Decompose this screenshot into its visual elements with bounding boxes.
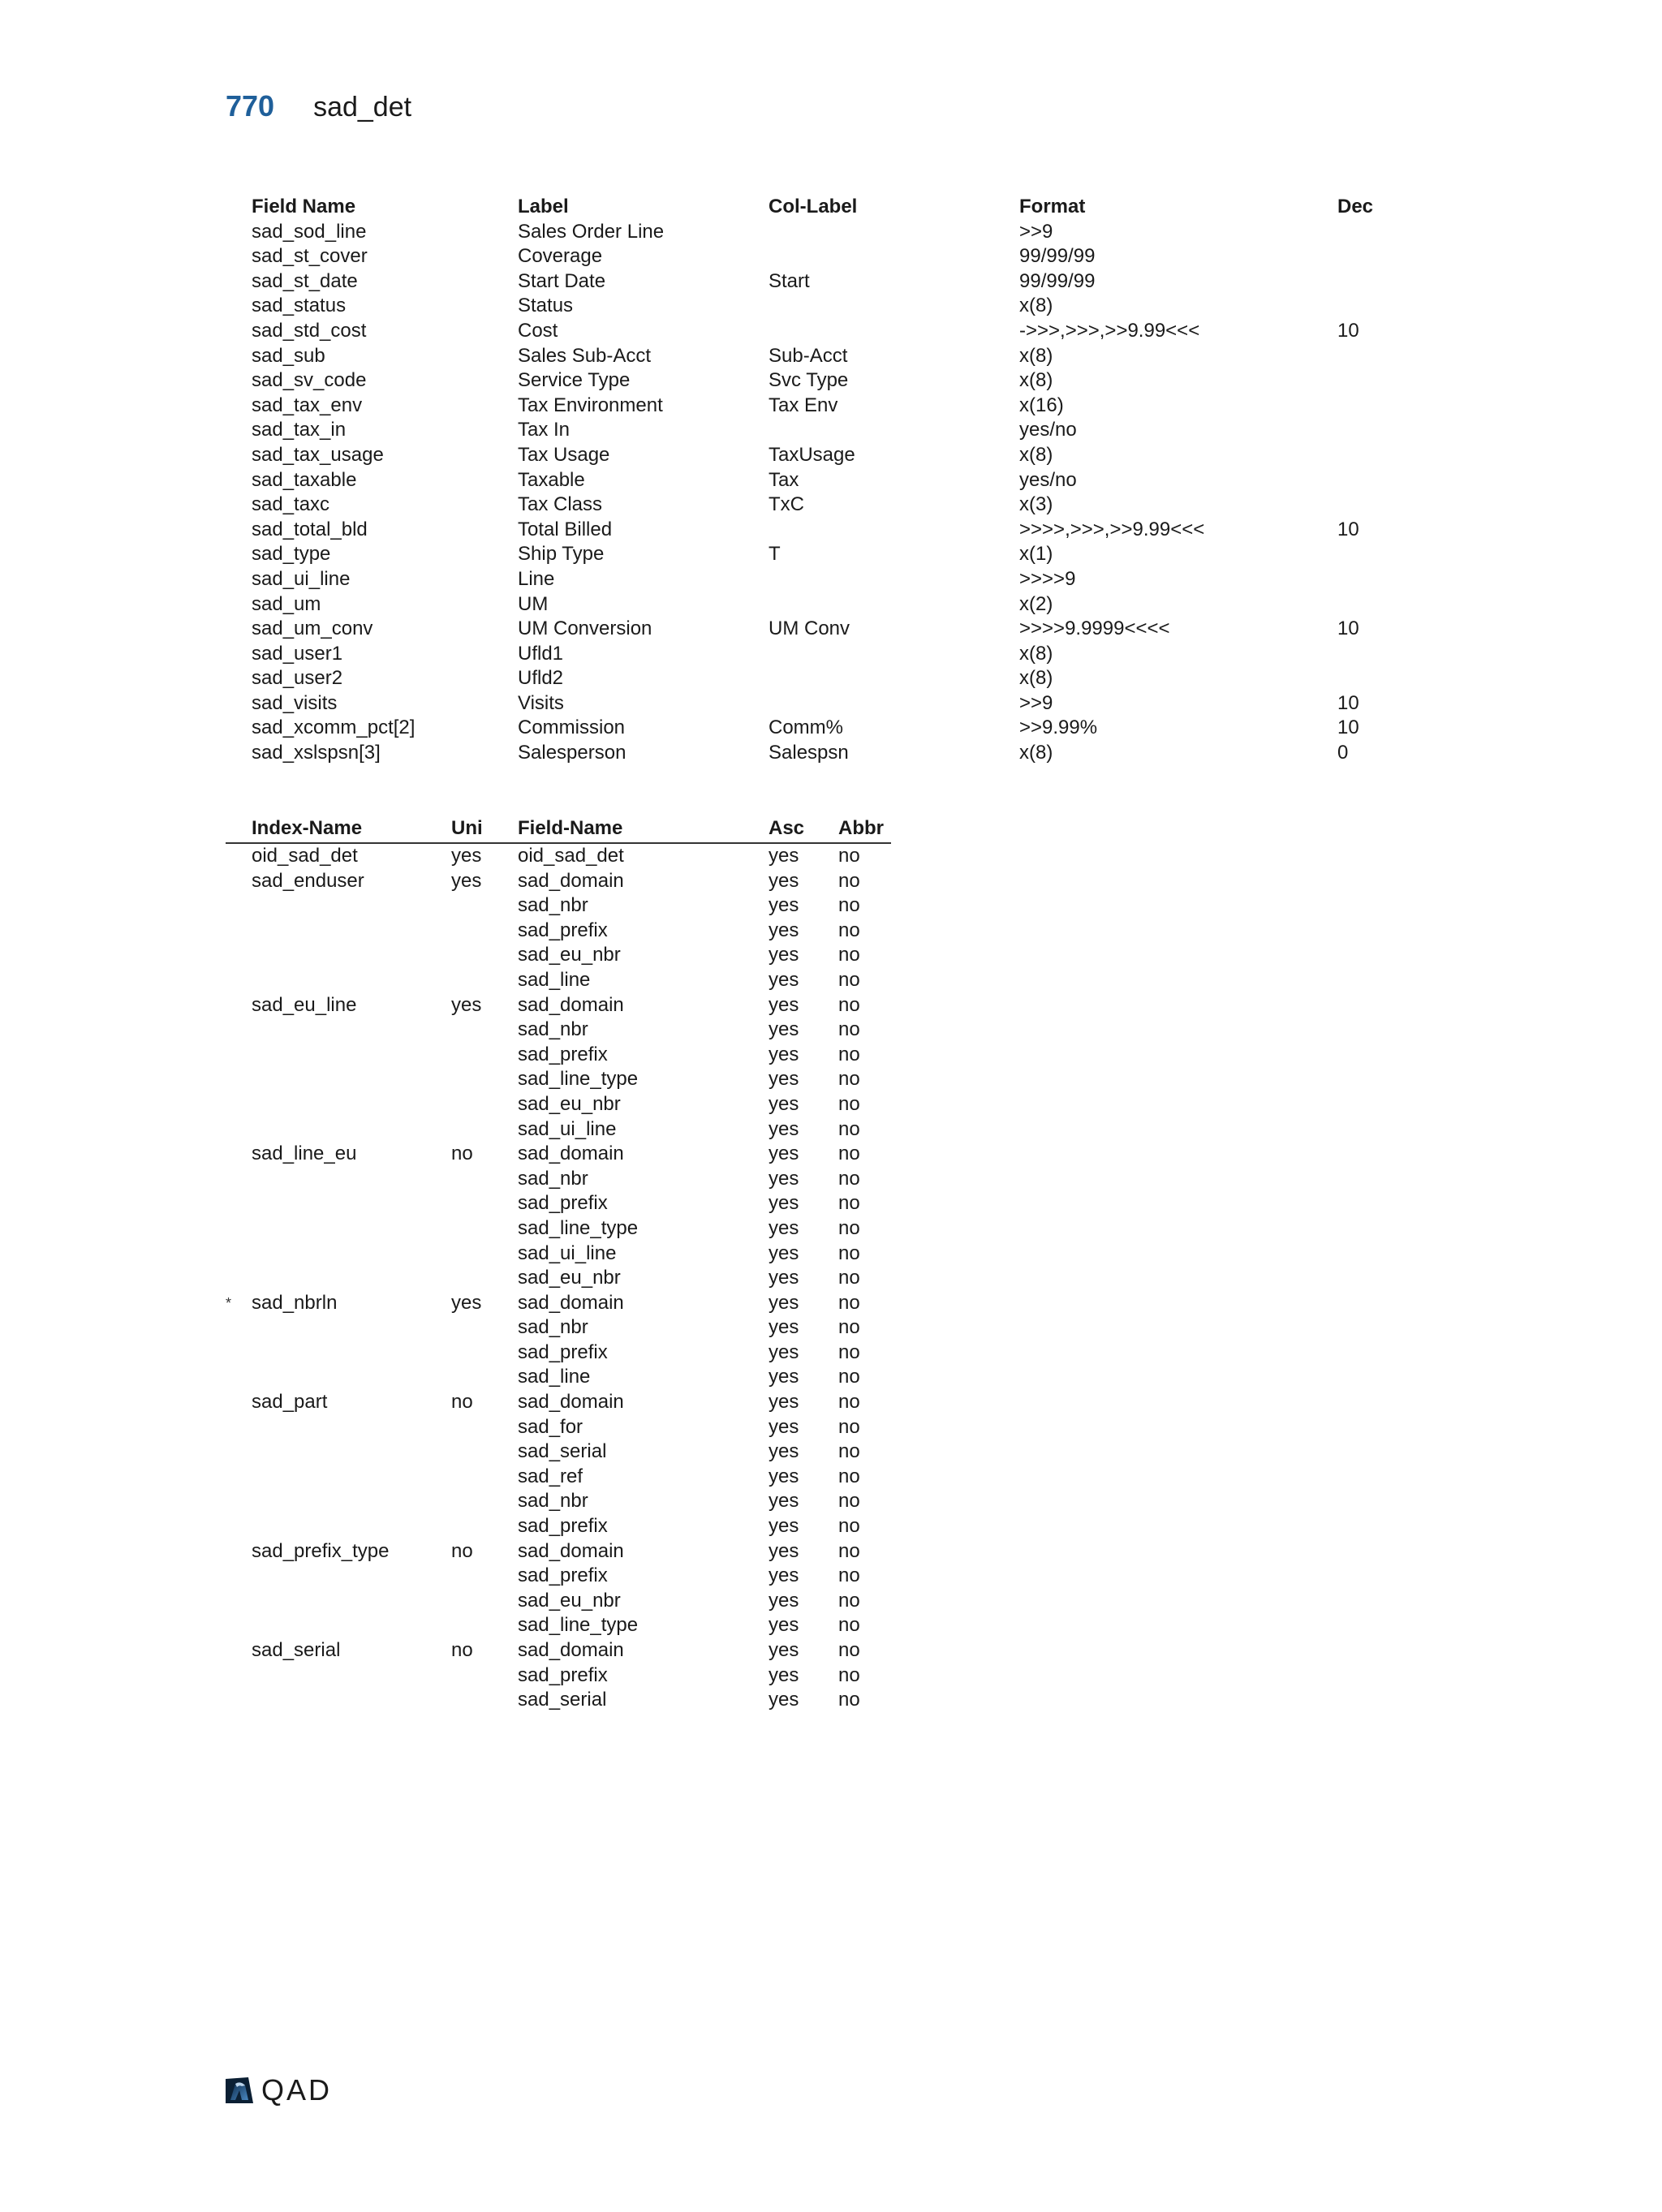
index-name-cell: sad_line_eu (252, 1143, 357, 1165)
format-cell: x(16) (1019, 394, 1064, 416)
table-row (226, 1589, 891, 1614)
field-name-cell: oid_sad_det (518, 845, 624, 867)
table-row (226, 1514, 891, 1539)
asc-cell: yes (769, 968, 799, 991)
field-name-cell: sad_eu_nbr (518, 944, 621, 966)
format-cell: x(1) (1019, 543, 1053, 566)
uni-cell: no (451, 1143, 473, 1165)
asc-cell: yes (769, 894, 799, 917)
format-cell: x(2) (1019, 592, 1053, 615)
label-cell: Salesperson (518, 742, 626, 764)
format-cell: x(8) (1019, 667, 1053, 690)
col-label-cell: Start (769, 269, 810, 292)
format-cell: >>>>9 (1019, 567, 1076, 590)
column-header-field-name: Field-Name (518, 817, 623, 839)
format-cell: x(8) (1019, 344, 1053, 367)
uni-cell: no (451, 1639, 473, 1661)
table-row (226, 1092, 891, 1117)
asc-cell: yes (769, 869, 799, 892)
format-cell: 99/99/99 (1019, 245, 1096, 268)
table-row (226, 1191, 891, 1216)
abbr-cell: no (838, 1242, 860, 1264)
asc-cell: yes (769, 1291, 799, 1314)
abbr-cell: no (838, 919, 860, 941)
index-name-cell: sad_part (252, 1391, 328, 1414)
qad-logo (224, 2074, 332, 2107)
uni-cell: no (451, 1539, 473, 1562)
asc-cell: yes (769, 1143, 799, 1165)
abbr-cell: no (838, 1216, 860, 1239)
abbr-cell: no (838, 1366, 860, 1388)
abbr-cell: no (838, 1639, 860, 1661)
table-row (226, 1539, 891, 1564)
table-row (226, 1167, 891, 1192)
label-cell: Tax In (518, 419, 571, 441)
table-row (226, 1242, 891, 1267)
field-name-cell: sad_prefix (518, 1564, 608, 1587)
field-name-cell: sad_serial (518, 1440, 607, 1463)
abbr-cell: no (838, 1341, 860, 1363)
field-name-cell: sad_prefix (518, 1192, 608, 1215)
field-name-cell: sad_xslspsn[3] (252, 742, 381, 764)
format-cell: x(8) (1019, 742, 1053, 764)
abbr-cell: no (838, 1391, 860, 1414)
asc-cell: yes (769, 1341, 799, 1363)
abbr-cell: no (838, 1564, 860, 1587)
index-name-cell: sad_serial (252, 1639, 341, 1661)
field-name-cell: sad_ui_line (518, 1242, 617, 1264)
asc-cell: yes (769, 944, 799, 966)
uni-cell: yes (451, 993, 482, 1016)
abbr-cell: no (838, 894, 860, 917)
table-row (226, 1291, 891, 1316)
asc-cell: yes (769, 1216, 799, 1239)
index-name-cell: oid_sad_det (252, 845, 358, 867)
abbr-cell: no (838, 1167, 860, 1190)
abbr-cell: no (838, 1291, 860, 1314)
asc-cell: yes (769, 1415, 799, 1438)
asc-cell: yes (769, 1117, 799, 1140)
asc-cell: yes (769, 1192, 799, 1215)
asc-cell: yes (769, 1391, 799, 1414)
field-name-cell: sad_tax_env (252, 394, 363, 416)
field-name-cell: sad_xcomm_pct[2] (252, 717, 416, 739)
dec-cell: 10 (1337, 691, 1359, 714)
table-row (226, 1018, 891, 1043)
table-row (226, 943, 891, 968)
label-cell: Cost (518, 319, 558, 342)
uni-cell: yes (451, 845, 482, 867)
field-name-cell: sad_sod_line (252, 220, 367, 243)
column-header-label: Label (518, 196, 569, 217)
index-name-cell: sad_prefix_type (252, 1539, 390, 1562)
field-name-cell: sad_nbr (518, 1490, 588, 1513)
asc-cell: yes (769, 1589, 799, 1612)
dec-cell: 10 (1337, 319, 1359, 342)
asc-cell: yes (769, 1267, 799, 1289)
abbr-cell: no (838, 1465, 860, 1487)
field-name-cell: sad_domain (518, 1391, 624, 1414)
abbr-cell: no (838, 1117, 860, 1140)
asc-cell: yes (769, 1639, 799, 1661)
field-name-cell: sad_st_date (252, 269, 358, 292)
col-label-cell: TaxUsage (769, 443, 855, 466)
field-name-cell: sad_eu_nbr (518, 1092, 621, 1115)
table-row (226, 1142, 891, 1167)
format-cell: 99/99/99 (1019, 269, 1096, 292)
table-row (226, 1489, 891, 1514)
table-row (226, 869, 891, 894)
field-name-cell: sad_total_bld (252, 518, 368, 540)
dec-cell: 0 (1337, 742, 1349, 764)
asc-cell: yes (769, 845, 799, 867)
table-row (226, 919, 891, 944)
col-label-cell: Sub-Acct (769, 344, 848, 367)
field-name-cell: sad_user2 (252, 667, 343, 690)
abbr-cell: no (838, 1589, 860, 1612)
page-title: sad_det (313, 92, 412, 123)
table-row (226, 1390, 891, 1415)
label-cell: UM (518, 592, 549, 615)
abbr-cell: no (838, 1539, 860, 1562)
field-name-cell: sad_taxc (252, 493, 330, 516)
format-cell: x(8) (1019, 369, 1053, 392)
table-row (226, 893, 891, 919)
field-name-cell: sad_line_type (518, 1216, 639, 1239)
label-cell: UM Conversion (518, 618, 652, 640)
label-cell: Coverage (518, 245, 603, 268)
field-name-cell: sad_ui_line (518, 1117, 617, 1140)
asc-cell: yes (769, 1043, 799, 1065)
col-label-cell: Comm% (769, 717, 844, 739)
format-cell: x(3) (1019, 493, 1053, 516)
asc-cell: yes (769, 1068, 799, 1091)
field-name-cell: sad_type (252, 543, 331, 566)
abbr-cell: no (838, 1068, 860, 1091)
table-row (226, 1067, 891, 1092)
dec-cell: 10 (1337, 717, 1359, 739)
field-name-cell: sad_nbr (518, 1167, 588, 1190)
abbr-cell: no (838, 1614, 860, 1637)
format-cell: x(8) (1019, 295, 1053, 317)
col-label-cell: Svc Type (769, 369, 849, 392)
qad-logo-icon (224, 2076, 255, 2105)
table-row (226, 844, 891, 869)
label-cell: Tax Environment (518, 394, 663, 416)
label-cell: Taxable (518, 468, 585, 491)
field-name-cell: sad_eu_nbr (518, 1267, 621, 1289)
field-name-cell: sad_domain (518, 1639, 624, 1661)
table-row (226, 1341, 891, 1366)
col-label-cell: Tax Env (769, 394, 838, 416)
field-name-cell: sad_nbr (518, 1018, 588, 1041)
field-name-cell: sad_domain (518, 1539, 624, 1562)
format-cell: yes/no (1019, 419, 1077, 441)
table-row (226, 993, 891, 1018)
abbr-cell: no (838, 1043, 860, 1065)
field-name-cell: sad_line (518, 1366, 591, 1388)
col-label-cell: TxC (769, 493, 804, 516)
format-cell: yes/no (1019, 468, 1077, 491)
abbr-cell: no (838, 1316, 860, 1339)
field-name-cell: sad_um_conv (252, 618, 373, 640)
index-name-cell: sad_eu_line (252, 993, 357, 1016)
abbr-cell: no (838, 968, 860, 991)
format-cell: >>9.99% (1019, 717, 1098, 739)
abbr-cell: no (838, 845, 860, 867)
field-name-cell: sad_status (252, 295, 347, 317)
asc-cell: yes (769, 1539, 799, 1562)
field-name-cell: sad_ui_line (252, 567, 351, 590)
column-header-index-name: Index-Name (252, 817, 363, 839)
field-name-cell: sad_ref (518, 1465, 583, 1487)
field-name-cell: sad_nbr (518, 1316, 588, 1339)
field-name-cell: sad_taxable (252, 468, 357, 491)
table-row (226, 1638, 891, 1663)
field-name-cell: sad_domain (518, 869, 624, 892)
field-name-cell: sad_for (518, 1415, 583, 1438)
asc-cell: yes (769, 1092, 799, 1115)
asc-cell: yes (769, 1515, 799, 1538)
format-cell: >>>>9.9999<<<< (1019, 618, 1170, 640)
label-cell: Sales Sub-Acct (518, 344, 652, 367)
label-cell: Sales Order Line (518, 220, 665, 243)
label-cell: Start Date (518, 269, 606, 292)
label-cell: Ufld1 (518, 642, 564, 665)
format-cell: >>9 (1019, 220, 1053, 243)
asc-cell: yes (769, 1018, 799, 1041)
asc-cell: yes (769, 1564, 799, 1587)
asc-cell: yes (769, 1316, 799, 1339)
primary-index-marker: * (226, 1294, 232, 1311)
abbr-cell: no (838, 1663, 860, 1686)
uni-cell: yes (451, 869, 482, 892)
field-name-cell: sad_std_cost (252, 319, 367, 342)
field-name-cell: sad_sub (252, 344, 325, 367)
table-row (226, 1688, 891, 1713)
format-cell: x(8) (1019, 642, 1053, 665)
field-name-cell: sad_prefix (518, 1663, 608, 1686)
table-row (226, 1365, 891, 1390)
asc-cell: yes (769, 1366, 799, 1388)
field-name-cell: sad_line_type (518, 1068, 639, 1091)
asc-cell: yes (769, 993, 799, 1016)
dec-cell: 10 (1337, 618, 1359, 640)
field-name-cell: sad_domain (518, 1143, 624, 1165)
col-label-cell: T (769, 543, 781, 566)
table-row (226, 1266, 891, 1291)
abbr-cell: no (838, 1689, 860, 1711)
field-name-cell: sad_tax_usage (252, 443, 384, 466)
field-name-cell: sad_prefix (518, 1341, 608, 1363)
label-cell: Commission (518, 717, 626, 739)
abbr-cell: no (838, 1415, 860, 1438)
field-name-cell: sad_domain (518, 1291, 624, 1314)
uni-cell: yes (451, 1291, 482, 1314)
abbr-cell: no (838, 1092, 860, 1115)
column-header-format: Format (1019, 196, 1086, 217)
format-cell: ->>>,>>>,>>9.99<<< (1019, 319, 1200, 342)
index-name-cell: sad_enduser (252, 869, 364, 892)
column-header-dec: Dec (1337, 196, 1374, 217)
asc-cell: yes (769, 1465, 799, 1487)
dec-cell: 10 (1337, 518, 1359, 540)
field-name-cell: sad_visits (252, 691, 338, 714)
col-label-cell: UM Conv (769, 618, 850, 640)
table-row (226, 1465, 891, 1490)
abbr-cell: no (838, 869, 860, 892)
abbr-cell: no (838, 993, 860, 1016)
format-cell: >>>>,>>>,>>9.99<<< (1019, 518, 1205, 540)
field-name-cell: sad_user1 (252, 642, 343, 665)
asc-cell: yes (769, 1614, 799, 1637)
page-number: 770 (226, 89, 275, 123)
index-rows (226, 844, 891, 1713)
label-cell: Ufld2 (518, 667, 564, 690)
table-row (226, 1216, 891, 1242)
abbr-cell: no (838, 1192, 860, 1215)
table-row (226, 1043, 891, 1068)
label-cell: Visits (518, 691, 564, 714)
asc-cell: yes (769, 1663, 799, 1686)
asc-cell: yes (769, 1689, 799, 1711)
abbr-cell: no (838, 944, 860, 966)
field-name-cell: sad_tax_in (252, 419, 347, 441)
column-header-abbr: Abbr (838, 817, 884, 839)
table-row (226, 1663, 891, 1689)
label-cell: Status (518, 295, 574, 317)
table-row (226, 1415, 891, 1440)
index-table-header (226, 816, 891, 844)
label-cell: Tax Usage (518, 443, 610, 466)
field-name-cell: sad_line (518, 968, 591, 991)
field-name-cell: sad_prefix (518, 1515, 608, 1538)
field-name-cell: sad_nbr (518, 894, 588, 917)
uni-cell: no (451, 1391, 473, 1414)
asc-cell: yes (769, 1167, 799, 1190)
label-cell: Ship Type (518, 543, 605, 566)
table-row (226, 1564, 891, 1589)
field-name-cell: sad_prefix (518, 1043, 608, 1065)
label-cell: Tax Class (518, 493, 603, 516)
table-row (226, 1315, 891, 1341)
field-name-cell: sad_um (252, 592, 321, 615)
abbr-cell: no (838, 1515, 860, 1538)
column-header-field-name: Field Name (252, 196, 356, 217)
col-label-cell: Salespsn (769, 742, 849, 764)
asc-cell: yes (769, 919, 799, 941)
table-row (226, 1440, 891, 1465)
field-name-cell: sad_line_type (518, 1614, 639, 1637)
abbr-cell: no (838, 1143, 860, 1165)
column-header-col-label: Col-Label (769, 196, 858, 217)
field-name-cell: sad_st_cover (252, 245, 368, 268)
field-name-cell: sad_prefix (518, 919, 608, 941)
qad-logo-text: QAD (261, 2073, 333, 2107)
page-header (226, 89, 411, 125)
asc-cell: yes (769, 1440, 799, 1463)
format-cell: >>9 (1019, 691, 1053, 714)
col-label-cell: Tax (769, 468, 799, 491)
index-table (226, 816, 891, 1713)
table-row (226, 1117, 891, 1143)
index-name-cell: sad_nbrln (252, 1291, 338, 1314)
abbr-cell: no (838, 1440, 860, 1463)
abbr-cell: no (838, 1490, 860, 1513)
column-header-asc: Asc (769, 817, 805, 839)
field-name-cell: sad_eu_nbr (518, 1589, 621, 1612)
field-name-cell: sad_serial (518, 1689, 607, 1711)
asc-cell: yes (769, 1242, 799, 1264)
field-name-cell: sad_domain (518, 993, 624, 1016)
abbr-cell: no (838, 1018, 860, 1041)
label-cell: Service Type (518, 369, 631, 392)
format-cell: x(8) (1019, 443, 1053, 466)
label-cell: Line (518, 567, 555, 590)
column-header-uni: Uni (451, 817, 483, 839)
table-row (226, 968, 891, 993)
field-name-cell: sad_sv_code (252, 369, 367, 392)
label-cell: Total Billed (518, 518, 613, 540)
asc-cell: yes (769, 1490, 799, 1513)
abbr-cell: no (838, 1267, 860, 1289)
table-row (226, 1613, 891, 1638)
